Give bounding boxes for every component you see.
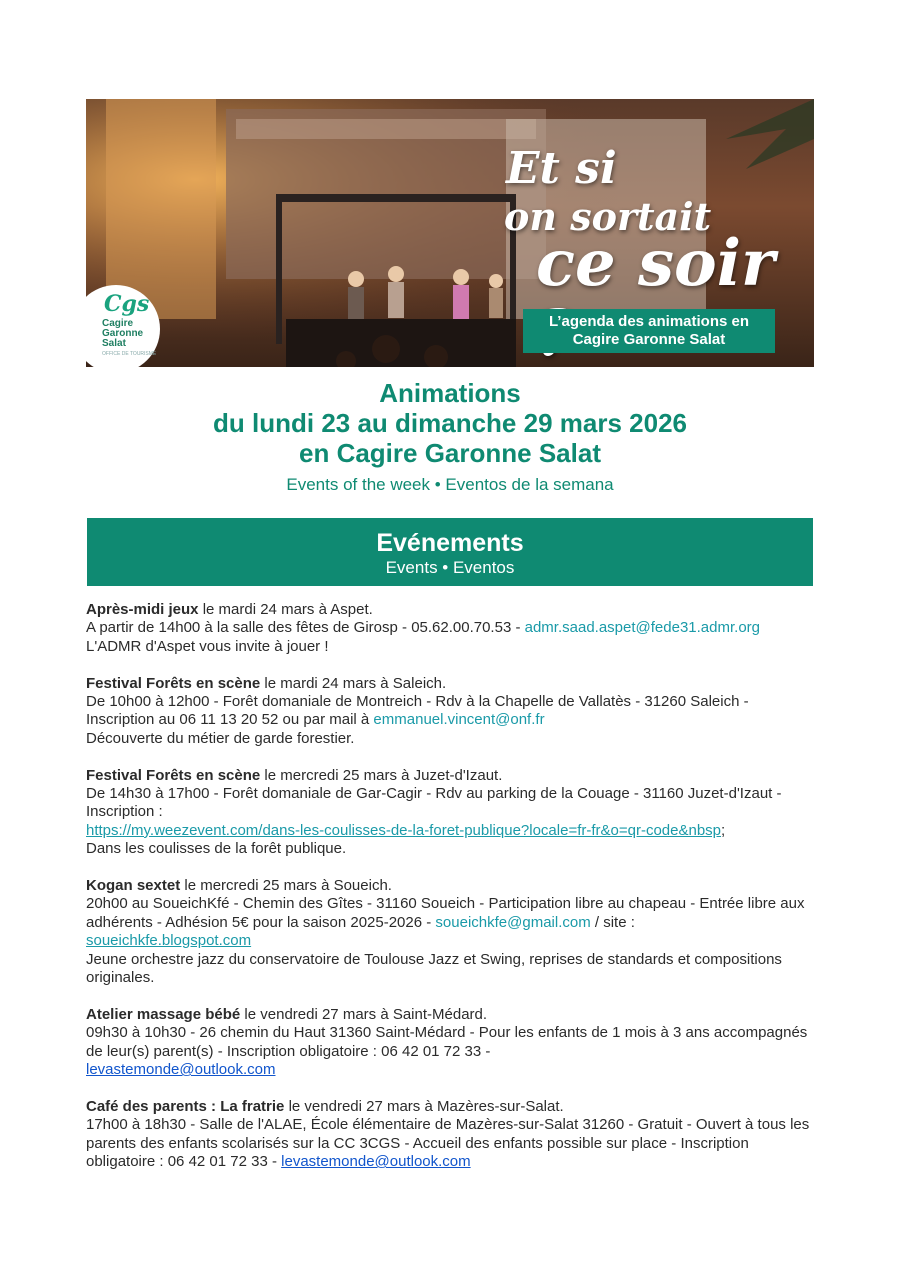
event-item — [86, 767, 816, 859]
event-when: le mercredi 25 mars à Soueich. — [180, 877, 392, 895]
logo-line1: Cagire — [102, 318, 134, 329]
event-item — [86, 1098, 816, 1172]
event-when: le mardi 24 mars à Aspet. — [198, 601, 373, 618]
event-title: Festival Forêts en scène — [86, 766, 261, 784]
event-registration-link[interactable]: https://my.weezevent.com/dans-les-coulisses-de-la-foret-publique?locale=fr-fr&o=qr-code&nbsp — [86, 821, 722, 839]
event-email-link[interactable]: levastemonde@outlook.com — [86, 1061, 276, 1079]
event-description: Dans les coulisses de la forêt publique. — [86, 840, 347, 858]
event-description: Jeune orchestre jazz du conservatoire de Toulouse Jazz et Swing, reprises de standards et compositions originales. — [86, 950, 782, 987]
event-item — [86, 601, 816, 656]
event-item — [86, 675, 816, 749]
event-details: De 10h00 à 12h00 - Forêt domaniale de Montreich - Rdv à la Chapelle de Vallatès - 31260 Saleich - Inscription au 06 11 13 20 52 ou par mail à — [86, 693, 749, 729]
event-description: Découverte du métier de garde forestier. — [86, 729, 355, 747]
section-subtitle: Events • Eventos — [385, 558, 515, 577]
logo-line2: Garonne — [102, 328, 144, 339]
event-details: De 14h30 à 17h00 - Forêt domaniale de Gar-Cagir - Rdv au parking de la Couage - 31160 Juzet-d'Izaut - Inscription : — [86, 785, 782, 821]
banner-tagline-line1: L’agenda des animations en — [548, 313, 750, 330]
page-title-line2: du lundi 23 au dimanche 29 mars 2026 — [213, 408, 687, 438]
event-when: le vendredi 27 mars à Mazères-sur-Salat. — [284, 1097, 564, 1115]
event-email-link[interactable]: emmanuel.vincent@onf.fr — [373, 711, 545, 729]
event-title: Atelier massage bébé — [86, 1005, 241, 1023]
logo-line3: Salat — [102, 338, 126, 349]
event-title: Kogan sextet — [86, 877, 181, 895]
logo-text — [102, 319, 143, 349]
event-item — [86, 1006, 816, 1080]
logo-subtitle: OFFICE DE TOURISME — [102, 351, 157, 357]
page-title-line3: en Cagire Garonne Salat — [299, 438, 601, 468]
event-email-link[interactable]: admr.saad.aspet@fede31.admr.org — [524, 619, 760, 637]
logo-mark: Cgs — [104, 291, 150, 317]
event-site-label: / site : — [590, 913, 635, 931]
banner-title-line3: ce soir — [536, 226, 775, 301]
event-description: L'ADMR d'Aspet vous invite à jouer ! — [86, 637, 329, 655]
event-when: le vendredi 27 mars à Saint-Médard. — [240, 1005, 488, 1023]
events-list — [86, 601, 816, 1190]
event-email-link[interactable]: levastemonde@outlook.com — [281, 1153, 471, 1171]
event-details: 09h30 à 10h30 - 26 chemin du Haut 31360 Saint-Médard - Pour les enfants de 1 mois à 3 ans accompagnés de leur(s) parent(s) - Inscription obligatoire : 06 42 01 72 33 - — [86, 1024, 808, 1060]
page-subtitle: Events of the week • Eventos de la semana — [286, 475, 614, 494]
banner-title-line2: on sortait — [504, 194, 712, 239]
event-url-suffix: ; — [721, 821, 726, 839]
event-when: le mardi 24 mars à Saleich. — [260, 674, 447, 692]
event-details: 20h00 au SoueichKfé - Chemin des Gîtes - 31160 Soueich - Participation libre au chapeau - Entrée libre aux adhérents - Adhésion 5€ pour la saison 2025-2026 - — [86, 895, 805, 931]
event-details: 17h00 à 18h30 - Salle de l'ALAE, École élémentaire de Mazères-sur-Salat 31260 - Gratuit - Ouvert à tous les parents des enfants scolarisés sur la CC 3CGS - Accueil des enfants possible sur place - Inscription obligatoire : 06 42 01 72 33 - — [86, 1116, 810, 1171]
event-title: Festival Forêts en scène — [86, 674, 261, 692]
page-title-line1: Animations — [379, 378, 521, 408]
event-when: le mercredi 25 mars à Juzet-d'Izaut. — [260, 766, 503, 784]
section-header-events — [87, 518, 813, 586]
banner-tagline-line2: Cagire Garonne Salat — [572, 331, 726, 348]
page-title — [86, 378, 814, 468]
event-site-link[interactable]: soueichkfe.blogspot.com — [86, 932, 252, 950]
event-email-link[interactable]: soueichkfe@gmail.com — [435, 913, 591, 931]
event-title: Après-midi jeux — [86, 601, 199, 618]
event-title: Café des parents : La fratrie — [86, 1097, 285, 1115]
event-details: A partir de 14h00 à la salle des fêtes de Girosp - 05.62.00.70.53 - — [86, 619, 525, 637]
banner-title-line1: Et si — [506, 143, 617, 194]
header-banner — [86, 99, 814, 367]
banner-tagline — [523, 309, 775, 353]
section-title: Evénements — [376, 529, 524, 557]
event-item — [86, 877, 816, 987]
